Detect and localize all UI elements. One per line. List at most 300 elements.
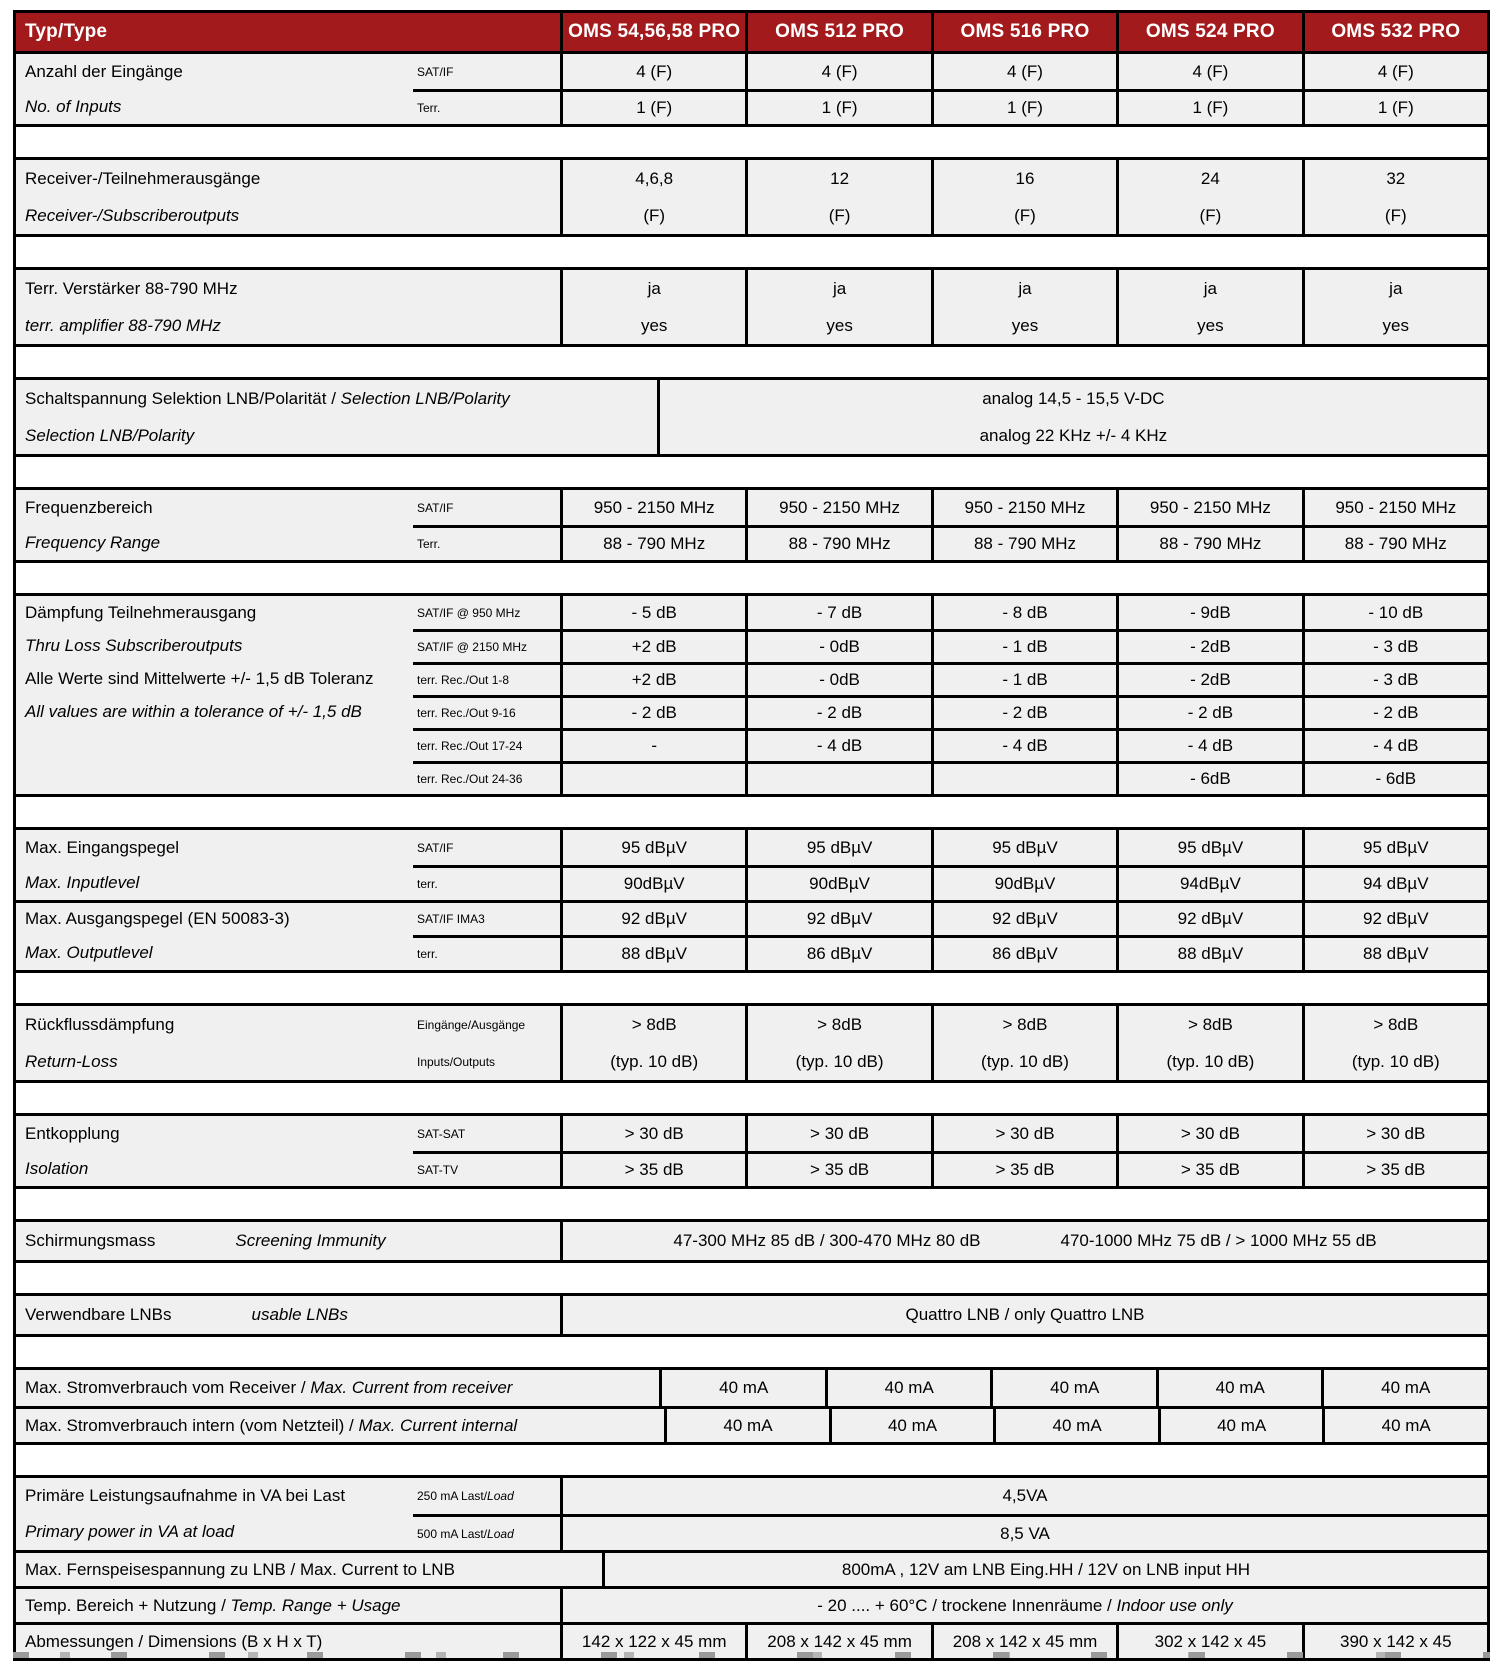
value-cell xyxy=(1116,830,1301,865)
value-line xyxy=(563,830,745,865)
row-sublabel-line xyxy=(413,731,560,761)
value-cell xyxy=(560,938,745,970)
text-segment: - 2 dB xyxy=(1002,703,1048,722)
table-row xyxy=(16,1116,1487,1151)
row-sublabel-line xyxy=(413,1116,560,1151)
value-line xyxy=(1305,160,1487,197)
row-label-line xyxy=(16,270,413,307)
value-cell xyxy=(745,1154,930,1186)
value-cell xyxy=(1302,1154,1487,1186)
merged-value-cell xyxy=(560,1222,1487,1260)
spacer-row xyxy=(16,237,1487,267)
row-values xyxy=(560,92,1487,124)
row-sublabel-line xyxy=(413,830,560,865)
value-cell xyxy=(931,938,1116,970)
text-segment: 4 (F) xyxy=(1192,61,1229,81)
row-label xyxy=(16,662,413,695)
text-segment: Selection LNB/Polarity xyxy=(340,388,510,408)
text-segment: Max. Fernspeisespannung zu LNB / Max. Current to LNB xyxy=(25,1559,455,1579)
spacer-row xyxy=(16,797,1487,827)
text-segment: 1 (F) xyxy=(636,98,673,117)
row-content xyxy=(413,903,1487,935)
text-segment: Load xyxy=(487,1489,514,1503)
text-segment: 250 mA Last/ xyxy=(417,1489,488,1503)
value-line xyxy=(563,1589,1487,1622)
row-label xyxy=(16,830,413,865)
text-segment: Receiver-/Teilnehmerausgänge xyxy=(25,168,261,188)
text-segment: > 35 dB xyxy=(624,1160,684,1179)
value-line xyxy=(934,54,1116,89)
text-segment: 950 - 2150 MHz xyxy=(1149,497,1271,517)
text-segment: (typ. 10 dB) xyxy=(1351,1051,1440,1071)
text-segment: > 30 dB xyxy=(1366,1123,1426,1143)
text-segment: 950 - 2150 MHz xyxy=(964,497,1086,517)
text-segment: SAT-TV xyxy=(417,1163,459,1177)
value-line xyxy=(563,1296,1487,1334)
text-segment: 24 xyxy=(1200,168,1220,188)
value-line xyxy=(1305,698,1487,728)
value-line xyxy=(1305,528,1487,560)
row-label xyxy=(16,695,413,728)
value-line xyxy=(660,380,1487,417)
value-line xyxy=(1305,731,1487,761)
value-cell xyxy=(1302,731,1487,761)
row-content xyxy=(413,1296,1487,1334)
row-label xyxy=(16,1370,512,1406)
row-label-line xyxy=(16,54,413,89)
value-line xyxy=(1119,1043,1301,1080)
text-segment: 40 mA xyxy=(1215,1378,1265,1397)
row-label xyxy=(16,525,413,560)
text-segment: Screening Immunity xyxy=(235,1231,386,1250)
row-label xyxy=(16,596,413,629)
value-line xyxy=(1305,665,1487,695)
value-cell xyxy=(1302,632,1487,662)
value-cell xyxy=(560,490,745,525)
value-line xyxy=(934,938,1116,970)
value-line xyxy=(1119,632,1301,662)
spacer-row xyxy=(16,1337,1487,1367)
value-line xyxy=(748,938,930,970)
value-line xyxy=(748,903,930,935)
text-segment: - 1 dB xyxy=(1002,670,1048,689)
value-cell xyxy=(560,665,745,695)
value-line xyxy=(748,197,930,234)
row-label-line xyxy=(16,490,413,525)
row-values xyxy=(560,903,1487,935)
text-segment: - 0dB xyxy=(819,670,860,689)
row-content xyxy=(413,865,1487,900)
row-sublabel-line xyxy=(413,938,560,970)
value-line xyxy=(934,490,1116,525)
text-segment: +2 dB xyxy=(631,670,677,689)
text-segment: (typ. 10 dB) xyxy=(795,1051,884,1071)
row-sublabel-line xyxy=(413,92,560,124)
row-label xyxy=(16,761,413,794)
row-sublabel-line xyxy=(413,1154,560,1186)
row-label xyxy=(16,54,413,89)
row-label xyxy=(16,1478,413,1514)
text-segment: SAT/IF IMA3 xyxy=(417,912,485,926)
value-cell xyxy=(560,731,745,761)
value-line xyxy=(934,1154,1116,1186)
text-segment: - 6dB xyxy=(1375,769,1417,788)
value-line xyxy=(934,903,1116,935)
value-line xyxy=(1305,490,1487,525)
spacer-row xyxy=(16,1445,1487,1475)
row-label-line xyxy=(16,525,413,560)
value-line xyxy=(1325,1409,1487,1442)
text-segment: Verwendbare LNBs xyxy=(25,1305,172,1324)
value-line xyxy=(563,54,745,89)
section-screening-immunity xyxy=(16,1219,1487,1263)
table-row xyxy=(16,596,1487,629)
text-segment: 950 - 2150 MHz xyxy=(779,497,901,517)
value-cell xyxy=(745,903,930,935)
value-cell xyxy=(1322,1409,1487,1442)
value-line xyxy=(563,1116,745,1151)
text-segment: analog 22 KHz +/- 4 KHz xyxy=(979,425,1168,445)
row-content xyxy=(413,596,1487,629)
text-segment: 92 dBµV xyxy=(621,909,687,928)
row-sublabel xyxy=(413,1478,560,1514)
text-segment: 4 (F) xyxy=(821,61,858,81)
row-sublabel-line xyxy=(413,1006,560,1043)
value-line xyxy=(996,1409,1158,1442)
text-segment: Temp. Range + Usage xyxy=(230,1595,401,1615)
row-sublabel xyxy=(413,731,560,761)
value-line xyxy=(748,868,930,900)
spacer-row xyxy=(16,1189,1487,1219)
text-segment: 208 x 142 x 45 mm xyxy=(767,1631,912,1651)
row-label xyxy=(16,903,413,935)
value-line xyxy=(1119,490,1301,525)
text-segment: terr. amplifier 88-790 MHz xyxy=(25,315,221,335)
text-segment: 1 (F) xyxy=(1377,98,1414,117)
text-segment: 90dBµV xyxy=(623,874,685,893)
text-segment: Terr. xyxy=(417,537,441,551)
row-values xyxy=(560,1006,1487,1080)
text-segment: All values are within a tolerance of +/- 1,5 dB xyxy=(25,701,362,721)
table-row xyxy=(16,1222,1487,1260)
value-line xyxy=(748,1043,930,1080)
text-segment: Max. Stromverbrauch intern (vom Netzteil) / xyxy=(25,1415,359,1435)
table-row xyxy=(16,662,1487,695)
table-row xyxy=(16,160,1487,234)
text-segment: Primary power in VA at load xyxy=(25,1522,235,1541)
text-segment: Eingänge/Ausgänge xyxy=(417,1017,526,1032)
row-values xyxy=(560,868,1487,900)
value-line xyxy=(934,868,1116,900)
row-content xyxy=(413,935,1487,970)
row-values xyxy=(560,54,1487,89)
row-label xyxy=(16,1222,413,1260)
value-line xyxy=(748,632,930,662)
value-cell xyxy=(560,528,745,560)
value-line xyxy=(563,270,745,307)
value-line xyxy=(1305,938,1487,970)
value-cell xyxy=(745,665,930,695)
value-line xyxy=(934,698,1116,728)
text-segment: > 8dB xyxy=(631,1014,677,1034)
value-line xyxy=(563,938,745,970)
row-label xyxy=(16,89,413,124)
text-segment: 86 dBµV xyxy=(806,944,873,963)
table-row xyxy=(16,1478,1487,1514)
value-cell xyxy=(745,1006,930,1080)
row-label-line xyxy=(16,662,413,695)
text-segment: > 35 dB xyxy=(995,1160,1055,1179)
value-line xyxy=(563,632,745,662)
text-segment: - 8 dB xyxy=(1002,602,1048,622)
row-values xyxy=(560,938,1487,970)
value-line xyxy=(1305,92,1487,124)
value-cell xyxy=(1116,54,1301,89)
table-row xyxy=(16,1586,1487,1622)
text-segment: - 0dB xyxy=(819,637,860,656)
table-row xyxy=(16,54,1487,89)
text-segment: Temp. Bereich + Nutzung / xyxy=(25,1595,231,1615)
row-values xyxy=(560,698,1487,728)
row-sublabel xyxy=(413,490,560,525)
text-segment: Max. Ausgangspegel (EN 50083-3) xyxy=(25,909,290,928)
value-cell xyxy=(560,632,745,662)
value-line xyxy=(563,490,745,525)
text-segment: 88 dBµV xyxy=(1363,944,1429,963)
value-cell xyxy=(1116,160,1301,234)
value-cell xyxy=(1116,1154,1301,1186)
text-segment: - 2dB xyxy=(1190,670,1231,689)
text-segment: Selection LNB/Polarity xyxy=(25,425,195,445)
section-number-of-inputs xyxy=(16,54,1487,127)
value-line xyxy=(1305,1116,1487,1151)
text-segment: - 20 .... + 60°C / trockene Innenräume / xyxy=(817,1595,1117,1615)
value-line xyxy=(748,1006,930,1043)
value-cell xyxy=(745,490,930,525)
row-sublabel xyxy=(413,1296,560,1334)
value-cell xyxy=(1116,938,1301,970)
value-line xyxy=(563,1006,745,1043)
text-segment: Anzahl der Eingänge xyxy=(25,61,183,81)
row-sublabel xyxy=(413,160,560,234)
text-segment: ja xyxy=(647,278,661,298)
value-cell xyxy=(931,731,1116,761)
value-line xyxy=(563,307,745,344)
text-segment: SAT/IF xyxy=(417,500,454,515)
text-segment: Max. Outputlevel xyxy=(25,942,153,962)
value-line xyxy=(667,1409,829,1442)
text-segment: analog 14,5 - 15,5 V-DC xyxy=(982,388,1165,408)
text-segment: (typ. 10 dB) xyxy=(981,1051,1069,1071)
value-cell xyxy=(560,596,745,629)
row-content xyxy=(413,728,1487,761)
value-line xyxy=(1119,731,1301,761)
value-line xyxy=(1119,903,1301,935)
value-cell xyxy=(931,903,1116,935)
value-cell xyxy=(1302,54,1487,89)
row-label-line xyxy=(16,830,413,865)
value-cell xyxy=(931,92,1116,124)
value-line xyxy=(934,764,1116,794)
text-segment: yes xyxy=(826,315,853,335)
text-segment: Frequency Range xyxy=(25,532,161,552)
text-segment: 40 mA xyxy=(1381,1378,1431,1397)
value-cell xyxy=(829,1409,994,1442)
table-row xyxy=(16,728,1487,761)
text-segment: No. of Inputs xyxy=(25,96,122,116)
row-label-line xyxy=(16,865,413,900)
value-cell xyxy=(745,1116,930,1151)
value-cell xyxy=(931,490,1116,525)
row-values xyxy=(560,270,1487,344)
value-line xyxy=(748,160,930,197)
row-label-line xyxy=(16,307,413,344)
text-segment: 92 dBµV xyxy=(1177,909,1244,928)
section-frequency-range xyxy=(16,487,1487,563)
text-segment: terr. xyxy=(417,877,438,891)
text-segment: 208 x 142 x 45 mm xyxy=(952,1631,1098,1651)
merged-value-cell xyxy=(602,1553,1487,1586)
text-segment: Rückflussdämpfung xyxy=(25,1014,175,1034)
value-cell xyxy=(931,830,1116,865)
table-row xyxy=(16,89,1487,124)
value-cell xyxy=(990,1370,1156,1406)
value-line xyxy=(748,1154,930,1186)
table-row xyxy=(16,1406,1487,1442)
row-label-line xyxy=(16,1514,413,1550)
row-sublabel xyxy=(413,92,560,124)
row-sublabel xyxy=(413,1154,560,1186)
value-cell xyxy=(745,698,930,728)
text-segment: 90dBµV xyxy=(994,874,1056,893)
value-line xyxy=(563,1517,1487,1550)
value-line xyxy=(1305,197,1487,234)
text-segment: 390 x 142 x 45 xyxy=(1340,1631,1452,1651)
text-segment: - 6dB xyxy=(1190,769,1231,788)
text-segment: 86 dBµV xyxy=(992,944,1058,963)
value-cell xyxy=(1302,528,1487,560)
row-label xyxy=(16,1116,413,1151)
value-cell xyxy=(745,528,930,560)
row-sublabel-line xyxy=(413,698,560,728)
section-terr-amplifier xyxy=(16,267,1487,347)
spacer-row xyxy=(16,973,1487,1003)
row-sublabel xyxy=(413,1589,560,1622)
text-segment: (F) xyxy=(1014,205,1036,225)
row-sublabel xyxy=(455,1553,602,1586)
text-segment: 95 dBµV xyxy=(1177,837,1244,857)
text-segment: SAT/IF @ 950 MHz xyxy=(417,605,521,620)
section-usable-lnbs xyxy=(16,1293,1487,1337)
row-label-line xyxy=(16,1151,413,1186)
table-row xyxy=(16,1151,1487,1186)
value-cell xyxy=(931,270,1116,344)
value-cell xyxy=(1116,490,1301,525)
table-row xyxy=(16,761,1487,794)
text-segment: Max. Stromverbrauch vom Receiver / xyxy=(25,1378,311,1397)
row-content xyxy=(413,830,1487,865)
value-cell xyxy=(1116,1006,1301,1080)
table-row xyxy=(16,1370,1487,1406)
value-cell xyxy=(1302,665,1487,695)
text-segment: 4 (F) xyxy=(1007,61,1043,81)
text-segment: Inputs/Outputs xyxy=(417,1054,496,1069)
text-segment: 40 mA xyxy=(1050,1378,1100,1397)
value-cell xyxy=(1302,938,1487,970)
value-line xyxy=(934,1006,1116,1043)
column-header-oms-524-pro: OMS 524 PRO xyxy=(1116,13,1301,51)
row-label xyxy=(16,1409,517,1442)
value-line xyxy=(748,92,930,124)
table-row xyxy=(16,380,1487,454)
value-line xyxy=(1324,1370,1487,1406)
value-cell xyxy=(931,868,1116,900)
value-cell xyxy=(1302,698,1487,728)
value-line xyxy=(1119,270,1301,307)
text-segment: > 30 dB xyxy=(1180,1123,1240,1143)
value-cell xyxy=(931,632,1116,662)
value-cell xyxy=(560,830,745,865)
row-sublabel xyxy=(413,665,560,695)
text-segment: terr. Rec./Out 24-36 xyxy=(417,772,523,786)
row-label-line xyxy=(16,1296,413,1334)
table-row xyxy=(16,900,1487,935)
spec-table xyxy=(13,10,1490,1661)
value-line xyxy=(1119,1006,1301,1043)
value-cell xyxy=(560,270,745,344)
text-segment: 95 dBµV xyxy=(1363,837,1429,857)
value-line xyxy=(1119,938,1301,970)
value-cell xyxy=(745,92,930,124)
value-line xyxy=(563,731,745,761)
text-segment: ja xyxy=(1389,278,1403,298)
value-cell xyxy=(745,731,930,761)
text-segment: (typ. 10 dB) xyxy=(610,1051,699,1071)
table-row xyxy=(16,1550,1487,1586)
value-line xyxy=(934,731,1116,761)
row-label-line xyxy=(16,1370,512,1406)
text-segment: Abmessungen / Dimensions (B x H x T) xyxy=(25,1631,323,1651)
row-label xyxy=(16,1296,413,1334)
value-line xyxy=(1119,528,1301,560)
spacer-row xyxy=(16,1263,1487,1293)
text-segment: Indoor use only xyxy=(1116,1595,1233,1615)
row-content xyxy=(510,380,1487,454)
row-label-line xyxy=(16,935,413,970)
value-line xyxy=(1161,1409,1323,1442)
text-segment: terr. Rec./Out 17-24 xyxy=(417,739,523,753)
text-segment: (typ. 10 dB) xyxy=(1166,1051,1255,1071)
row-label xyxy=(16,380,510,454)
row-label-line xyxy=(16,160,413,197)
table-corner-header: Typ/Type xyxy=(25,21,108,42)
section-levels xyxy=(16,827,1487,973)
value-line xyxy=(563,160,745,197)
value-line xyxy=(934,1116,1116,1151)
value-line xyxy=(563,764,745,794)
table-row xyxy=(16,490,1487,525)
text-segment: 1 (F) xyxy=(1192,98,1229,117)
text-segment: - 4 dB xyxy=(816,736,863,755)
value-line xyxy=(1119,92,1301,124)
column-header-oms-516-pro: OMS 516 PRO xyxy=(931,13,1116,51)
text-segment: 95 dBµV xyxy=(992,837,1058,857)
value-line xyxy=(1305,903,1487,935)
value-line xyxy=(1119,1116,1301,1151)
row-sublabel xyxy=(413,1006,560,1080)
table-row xyxy=(16,525,1487,560)
text-segment: Max. Current internal xyxy=(358,1415,518,1435)
